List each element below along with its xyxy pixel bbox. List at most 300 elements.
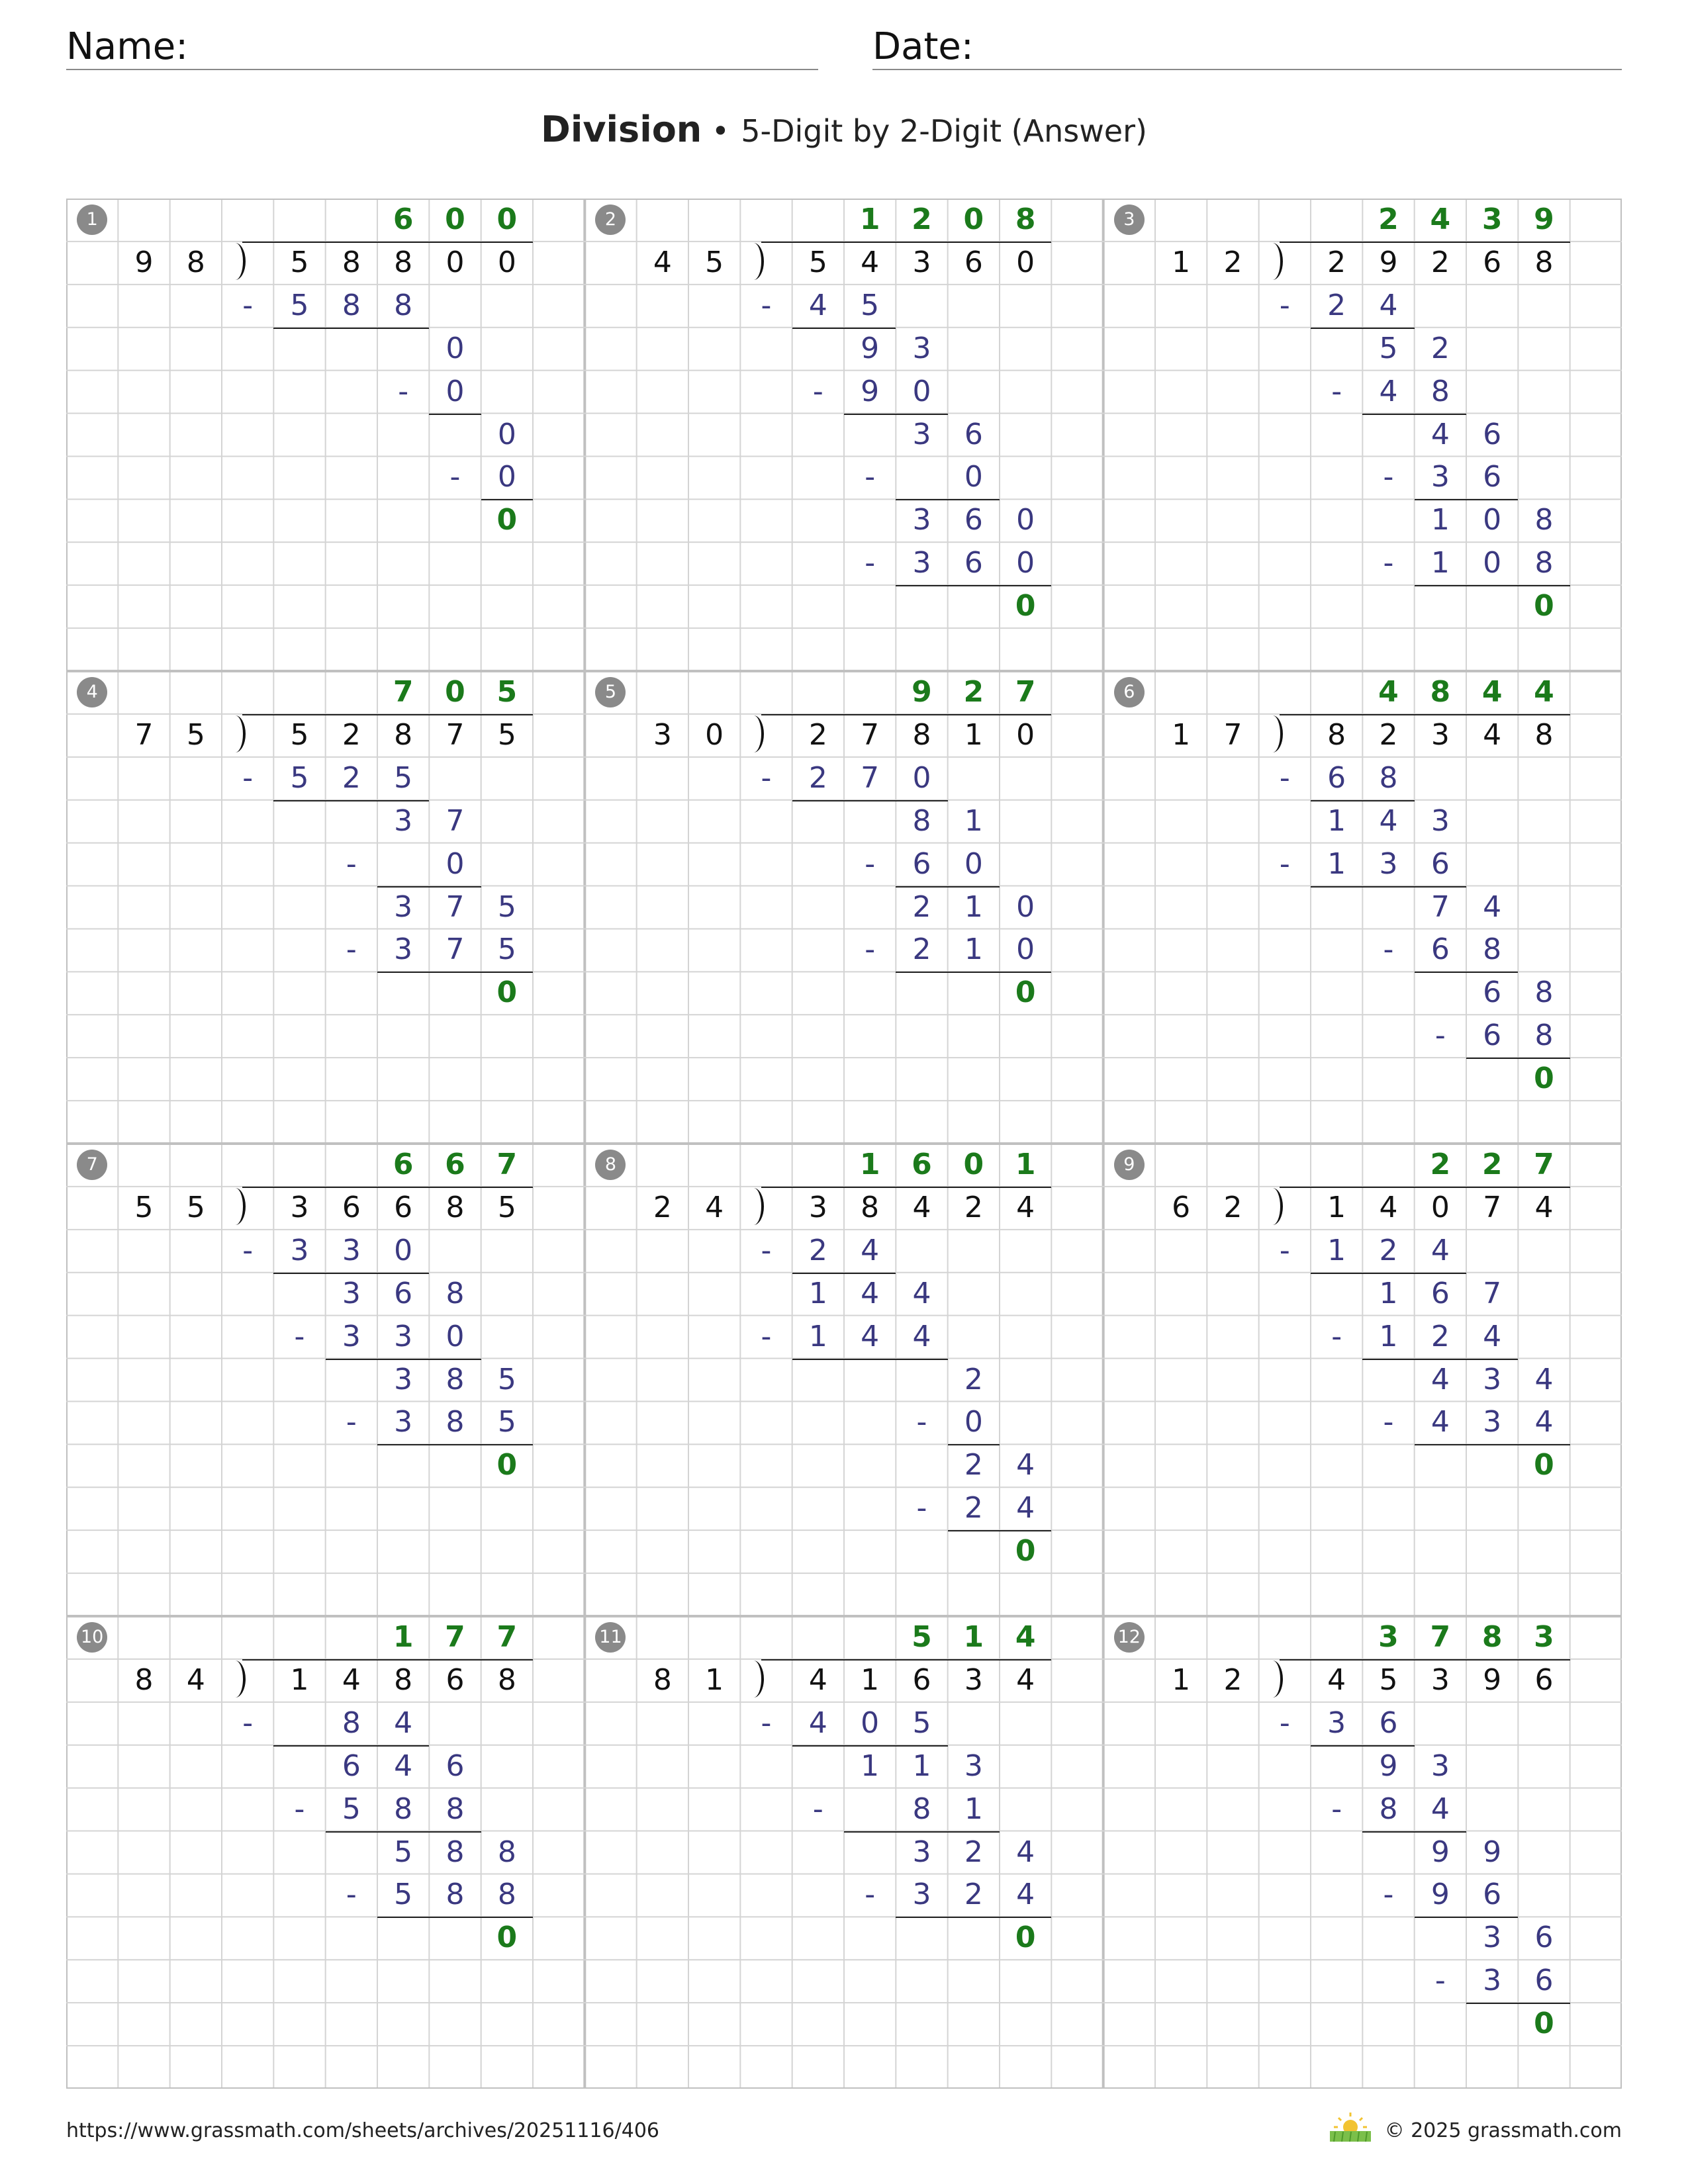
problem-number-badge: 4 [77,677,107,707]
remainder-digit: 0 [1534,1062,1554,1096]
remainder-digit: 0 [496,1448,518,1482]
divisor-digit: 5 [705,245,724,279]
work-digit: 4 [861,1319,880,1353]
work-digit: 3 [912,546,931,580]
division-vinculum [761,242,1052,243]
dividend-digit: 4 [1379,1190,1398,1224]
division-bracket-icon [228,1661,246,1698]
work-digit: 3 [912,417,931,451]
work-digit: 6 [1483,976,1502,1010]
minus-sign: - [346,1405,357,1439]
divisor-digit: 4 [186,1662,205,1697]
problem-number-badge: 5 [595,677,626,707]
divisor-digit: 3 [653,717,672,752]
quotient-digit: 6 [445,1148,465,1181]
divisor-digit: 8 [186,245,205,279]
dividend-digit: 8 [497,1662,516,1697]
dividend-digit: 8 [912,717,931,752]
work-digit: 0 [445,1319,465,1353]
footer-url: https://www.grassmath.com/sheets/archives/20251116/406 [66,2119,660,2142]
dividend-digit: 0 [497,245,516,279]
work-digit: 2 [964,1491,983,1525]
remainder-digit: 0 [1015,1921,1036,1955]
minus-sign: - [812,374,823,408]
work-digit: 8 [1430,374,1450,408]
subtraction-line [429,414,481,415]
work-digit: 1 [808,1319,827,1353]
work-digit: 0 [497,417,516,451]
dividend-digit: 7 [1483,1190,1502,1224]
quotient-digit: 2 [1481,1148,1503,1181]
work-digit: 4 [1016,1878,1035,1912]
minus-sign: - [294,1792,305,1826]
minus-sign: - [761,1319,772,1353]
work-digit: 7 [1430,889,1450,924]
problem-number-badge: 12 [1114,1622,1145,1653]
work-digit: 3 [290,1233,309,1267]
work-digit: 8 [1534,976,1554,1010]
dividend-digit: 8 [394,245,413,279]
work-digit: 0 [445,331,465,365]
dividend-digit: 8 [1327,717,1346,752]
division-problem [66,199,585,671]
problem-number-badge: 8 [595,1150,626,1180]
dividend-digit: 5 [290,245,309,279]
dividend-digit: 6 [1483,245,1502,279]
work-digit: 8 [445,1362,465,1396]
minus-sign: - [398,374,409,408]
divisor-digit: 1 [1172,717,1191,752]
work-digit: 7 [445,803,465,838]
title-separator: • [702,113,730,149]
dividend-digit: 4 [1327,1662,1346,1697]
work-digit: 6 [1327,760,1346,795]
work-digit: 9 [1483,1835,1502,1869]
problem-number-badge: 6 [1114,677,1145,707]
work-digit: 1 [1327,846,1346,881]
quotient-digit: 1 [393,1620,414,1654]
work-digit: 3 [394,803,413,838]
work-digit: 3 [1430,1749,1450,1783]
minus-sign: - [1383,1878,1394,1912]
dividend-digit: 4 [1483,717,1502,752]
division-bracket-icon [747,243,764,280]
quotient-digit: 6 [912,1148,932,1181]
division-bracket-icon [1266,243,1283,280]
work-digit: 5 [394,760,413,795]
minus-sign: - [242,288,254,322]
quotient-digit: 9 [912,675,932,709]
work-digit: 3 [394,1362,413,1396]
work-digit: 3 [1430,803,1450,838]
quotient-digit: 3 [1481,203,1503,236]
dividend-digit: 4 [861,245,880,279]
division-problem [1103,199,1622,671]
dividend-digit: 8 [394,717,413,752]
dividend-digit: 7 [445,717,465,752]
divisor-digit: 5 [186,717,205,752]
work-digit: 5 [861,288,880,322]
dividend-digit: 4 [1016,1662,1035,1697]
work-digit: 0 [394,1233,413,1267]
work-digit: 4 [394,1706,413,1740]
work-digit: 0 [861,1706,880,1740]
dividend-digit: 1 [861,1662,880,1697]
work-digit: 8 [394,1792,413,1826]
quotient-digit: 7 [496,1148,518,1181]
minus-sign: - [449,460,461,494]
work-digit: 3 [912,1835,931,1869]
work-digit: 4 [861,1276,880,1310]
work-digit: 9 [1430,1878,1450,1912]
minus-sign: - [346,933,357,967]
quotient-digit: 2 [1378,203,1399,236]
work-digit: 8 [445,1792,465,1826]
work-digit: 1 [912,1749,931,1783]
work-digit: 9 [1379,1749,1398,1783]
dividend-digit: 6 [912,1662,931,1697]
work-digit: 6 [1430,846,1450,881]
division-bracket-icon [1266,715,1283,752]
work-digit: 5 [290,288,309,322]
problem-number-badge: 9 [1114,1150,1145,1180]
work-digit: 7 [1483,1276,1502,1310]
work-digit: 6 [342,1749,361,1783]
work-digit: 9 [1430,1835,1450,1869]
work-digit: 8 [342,1706,361,1740]
title-subtitle: 5-Digit by 2-Digit (Answer) [741,113,1147,149]
work-digit: 8 [445,1276,465,1310]
minus-sign: - [294,1319,305,1353]
work-digit: 6 [1430,1276,1450,1310]
minus-sign: - [865,460,876,494]
work-digit: 4 [1379,288,1398,322]
work-digit: 0 [912,760,931,795]
problem-grid [66,199,1622,2089]
work-digit: 8 [912,1792,931,1826]
work-digit: 0 [1483,546,1502,580]
work-digit: 4 [1430,1362,1450,1396]
divisor-digit: 5 [134,1190,154,1224]
quotient-digit: 5 [912,1620,932,1654]
divisor-digit: 4 [705,1190,724,1224]
work-digit: 2 [964,1878,983,1912]
work-digit: 3 [394,933,413,967]
quotient-digit: 0 [963,203,984,236]
quotient-digit: 2 [963,675,984,709]
dividend-digit: 7 [861,717,880,752]
quotient-digit: 3 [1534,1620,1554,1654]
work-digit: 3 [342,1276,361,1310]
dividend-digit: 5 [808,245,827,279]
division-problem [585,1144,1103,1616]
dividend-digit: 0 [1016,245,1035,279]
work-digit: 2 [1327,288,1346,322]
work-digit: 0 [1016,503,1035,537]
dividend-digit: 0 [445,245,465,279]
dividend-digit: 3 [1430,717,1450,752]
quotient-digit: 4 [1481,675,1503,709]
subtraction-line [792,1359,948,1360]
work-digit: 3 [394,1405,413,1439]
work-digit: 3 [964,1749,983,1783]
worksheet-title [0,106,1688,155]
dividend-digit: 2 [342,717,361,752]
quotient-digit: 4 [1430,203,1451,236]
minus-sign: - [1331,1319,1342,1353]
minus-sign: - [1279,1706,1290,1740]
work-digit: 4 [912,1276,931,1310]
quotient-digit: 3 [1378,1620,1399,1654]
problem-number-badge: 3 [1114,205,1145,235]
work-digit: 3 [394,889,413,924]
minus-sign: - [812,1792,823,1826]
dividend-digit: 6 [964,245,983,279]
remainder-digit: 0 [1015,1534,1036,1569]
minus-sign: - [1279,288,1290,322]
quotient-digit: 0 [445,203,465,236]
work-digit: 3 [1483,1362,1502,1396]
dividend-digit: 5 [497,1190,516,1224]
divisor-digit: 9 [134,245,154,279]
division-problem [585,199,1103,671]
minus-sign: - [242,1233,254,1267]
minus-sign: - [1279,1233,1290,1267]
title-main: Division [541,109,702,150]
work-digit: 3 [1379,846,1398,881]
remainder-digit: 0 [1534,2007,1554,2041]
minus-sign: - [1279,760,1290,795]
dividend-digit: 8 [861,1190,880,1224]
work-digit: 3 [912,503,931,537]
work-digit: 4 [861,1233,880,1267]
work-digit: 3 [1483,1921,1502,1955]
dividend-digit: 2 [964,1190,983,1224]
work-digit: 8 [1534,1019,1554,1053]
work-digit: 4 [808,288,827,322]
minus-sign: - [242,1706,254,1740]
division-problem [66,1144,585,1616]
minus-sign: - [761,1233,772,1267]
work-digit: 2 [1430,1319,1450,1353]
work-digit: 1 [964,933,983,967]
division-problem [66,1616,585,2089]
division-bracket-icon [747,715,764,752]
dividend-digit: 3 [912,245,931,279]
quotient-digit: 7 [393,675,414,709]
dividend-digit: 8 [445,1190,465,1224]
dividend-digit: 6 [394,1190,413,1224]
division-bracket-icon [747,1661,764,1698]
division-bracket-icon [228,243,246,280]
work-digit: 5 [342,1792,361,1826]
dividend-digit: 6 [1534,1662,1554,1697]
work-digit: 7 [445,889,465,924]
divisor-digit: 1 [705,1662,724,1697]
work-digit: 4 [1483,889,1502,924]
work-digit: 6 [912,846,931,881]
work-digit: 5 [497,933,516,967]
problem-number-badge: 11 [595,1622,626,1653]
work-digit: 8 [342,288,361,322]
work-digit: 8 [445,1835,465,1869]
work-digit: 2 [964,1362,983,1396]
quotient-digit: 2 [912,203,932,236]
work-digit: 4 [394,1749,413,1783]
dividend-digit: 9 [1483,1662,1502,1697]
work-digit: 0 [1483,503,1502,537]
work-digit: 0 [1016,933,1035,967]
dividend-digit: 2 [1327,245,1346,279]
minus-sign: - [916,1491,927,1525]
work-digit: 3 [1327,1706,1346,1740]
work-digit: 6 [964,546,983,580]
division-problem [66,671,585,1144]
division-vinculum [1280,714,1570,715]
divisor-digit: 1 [1172,1662,1191,1697]
work-digit: 4 [1379,803,1398,838]
work-digit: 8 [445,1405,465,1439]
minus-sign: - [242,760,254,795]
work-digit: 6 [1534,1921,1554,1955]
work-digit: 2 [1430,331,1450,365]
remainder-digit: 0 [1534,1448,1554,1482]
work-digit: 2 [1379,1233,1398,1267]
work-digit: 0 [497,460,516,494]
minus-sign: - [865,846,876,881]
dividend-digit: 2 [1379,717,1398,752]
minus-sign: - [761,1706,772,1740]
work-digit: 8 [1534,503,1554,537]
work-digit: 3 [342,1319,361,1353]
work-digit: 1 [964,889,983,924]
work-digit: 6 [1430,933,1450,967]
divisor-digit: 1 [1172,245,1191,279]
minus-sign: - [865,933,876,967]
work-digit: 2 [808,760,827,795]
minus-sign: - [1331,374,1342,408]
work-digit: 5 [497,1362,516,1396]
work-digit: 6 [1483,1019,1502,1053]
division-problem [1103,671,1622,1144]
work-digit: 1 [1430,503,1450,537]
work-digit: 6 [1379,1706,1398,1740]
dividend-digit: 8 [1534,245,1554,279]
division-problem [585,1616,1103,2089]
work-digit: 8 [445,1878,465,1912]
division-bracket-icon [1266,1188,1283,1225]
work-digit: 8 [1379,1792,1398,1826]
work-digit: 5 [290,760,309,795]
divisor-digit: 8 [134,1662,154,1697]
quotient-digit: 7 [496,1620,518,1654]
work-digit: 6 [1483,1878,1502,1912]
division-bracket-icon [747,1188,764,1225]
work-digit: 5 [497,1405,516,1439]
work-digit: 4 [1483,1319,1502,1353]
work-digit: 4 [1430,1233,1450,1267]
division-vinculum [1280,242,1570,243]
grassmath-logo-icon [1327,2110,1374,2143]
dividend-digit: 5 [1379,1662,1398,1697]
quotient-digit: 8 [1015,203,1036,236]
work-digit: 4 [808,1706,827,1740]
minus-sign: - [865,546,876,580]
date-line [872,69,1622,70]
dividend-digit: 2 [1430,245,1450,279]
work-digit: 0 [912,374,931,408]
work-digit: 6 [445,1749,465,1783]
remainder-digit: 0 [496,503,518,537]
work-digit: 3 [394,1319,413,1353]
work-digit: 0 [964,1405,983,1439]
work-digit: 8 [394,288,413,322]
minus-sign: - [1279,846,1290,881]
work-digit: 1 [1430,546,1450,580]
work-digit: 6 [1483,417,1502,451]
quotient-digit: 7 [1534,1148,1554,1181]
work-digit: 4 [1534,1405,1554,1439]
work-digit: 4 [1430,417,1450,451]
work-digit: 1 [964,803,983,838]
work-digit: 8 [1379,760,1398,795]
work-digit: 8 [497,1878,516,1912]
work-digit: 4 [1016,1448,1035,1482]
date-label: Date: [872,25,974,68]
remainder-digit: 0 [1015,976,1036,1010]
work-digit: 6 [964,503,983,537]
minus-sign: - [865,1878,876,1912]
dividend-digit: 4 [1016,1190,1035,1224]
work-digit: 6 [1483,460,1502,494]
dividend-digit: 1 [290,1662,309,1697]
work-digit: 5 [497,889,516,924]
minus-sign: - [761,288,772,322]
work-digit: 0 [1016,889,1035,924]
work-digit: 2 [808,1233,827,1267]
work-digit: 4 [1379,374,1398,408]
division-problem [1103,1144,1622,1616]
divisor-digit: 2 [1223,1190,1243,1224]
work-digit: 5 [1379,331,1398,365]
dividend-digit: 3 [290,1190,309,1224]
work-digit: 3 [1483,1964,1502,1998]
dividend-digit: 4 [808,1662,827,1697]
work-digit: 1 [1379,1319,1398,1353]
minus-sign: - [1383,1405,1394,1439]
minus-sign: - [346,1878,357,1912]
work-digit: 7 [445,933,465,967]
work-digit: 1 [1379,1276,1398,1310]
work-digit: 2 [964,1835,983,1869]
divisor-digit: 7 [1223,717,1243,752]
problem-number-badge: 2 [595,205,626,235]
work-digit: 0 [964,846,983,881]
work-digit: 3 [342,1233,361,1267]
quotient-digit: 1 [859,1148,880,1181]
work-digit: 0 [964,460,983,494]
quotient-digit: 7 [445,1620,465,1654]
quotient-digit: 0 [963,1148,984,1181]
minus-sign: - [1383,546,1394,580]
dividend-digit: 8 [394,1662,413,1697]
footer-copyright: © 2025 grassmath.com [1384,2119,1622,2142]
work-digit: 6 [964,417,983,451]
divisor-digit: 5 [186,1190,205,1224]
remainder-digit: 0 [1015,589,1036,623]
dividend-digit: 6 [342,1190,361,1224]
work-digit: 2 [912,933,931,967]
